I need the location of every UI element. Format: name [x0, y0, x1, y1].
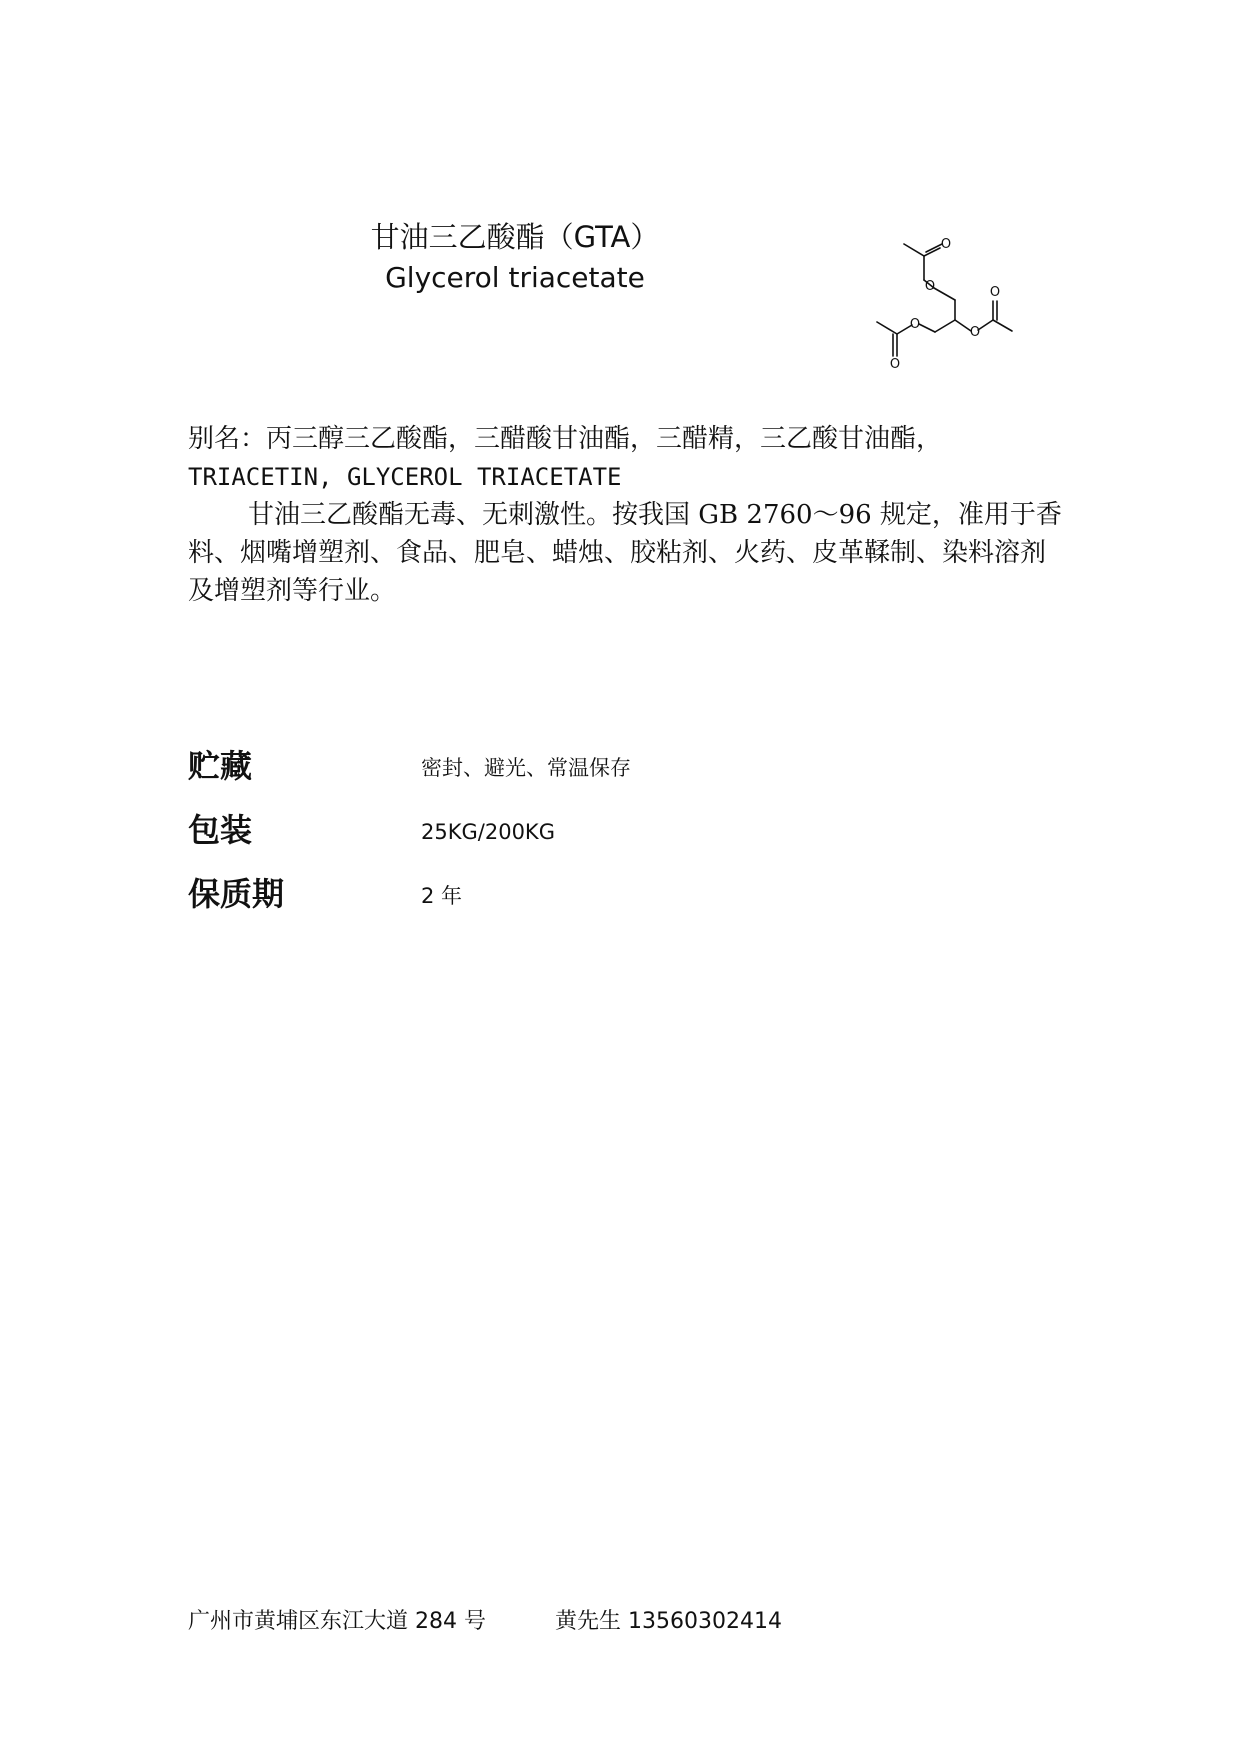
- spec-label: 保质期: [188, 875, 285, 913]
- spec-value: 25KG/200KG: [421, 820, 555, 844]
- spec-shelf-life: [188, 872, 1088, 922]
- atom-label: O: [989, 285, 1001, 300]
- atom-label: O: [940, 237, 952, 252]
- atom-label: O: [909, 317, 921, 332]
- spec-storage: [188, 744, 1088, 794]
- footer-address: 广州市黄埔区东江大道 284 号: [188, 1609, 486, 1634]
- title-block: [300, 218, 730, 296]
- product-title-english: Glycerol triacetate: [385, 261, 645, 294]
- product-title-chinese: 甘油三乙酸酯（GTA）: [370, 220, 660, 254]
- footer-contact: 黄先生 13560302414: [554, 1609, 782, 1634]
- spec-label: 贮藏: [188, 747, 253, 785]
- molecular-structure-icon: [850, 228, 1050, 378]
- footer: [188, 1607, 782, 1637]
- atom-label: O: [889, 357, 901, 372]
- alias-english: TRIACETIN, GLYCEROL TRIACETATE: [188, 463, 622, 491]
- spec-value: 密封、避光、常温保存: [421, 756, 631, 780]
- atom-label: O: [969, 325, 981, 340]
- atom-label: O: [924, 279, 936, 294]
- spec-packaging: [188, 808, 1088, 858]
- alias-block: [188, 420, 1068, 610]
- spec-label: 包装: [188, 811, 253, 849]
- product-description: 甘油三乙酸酯无毒、无刺激性。按我国 GB 2760～96 规定，准用于香料、烟嘴增塑剂、食品、肥皂、蜡烛、胶粘剂、火药、皮革鞣制、染料溶剂及增塑剂等行业。: [188, 500, 1062, 606]
- alias-line: 别名：丙三醇三乙酸酯，三醋酸甘油酯，三醋精，三乙酸甘油酯，: [188, 424, 943, 454]
- spec-value: 2 年: [421, 884, 463, 908]
